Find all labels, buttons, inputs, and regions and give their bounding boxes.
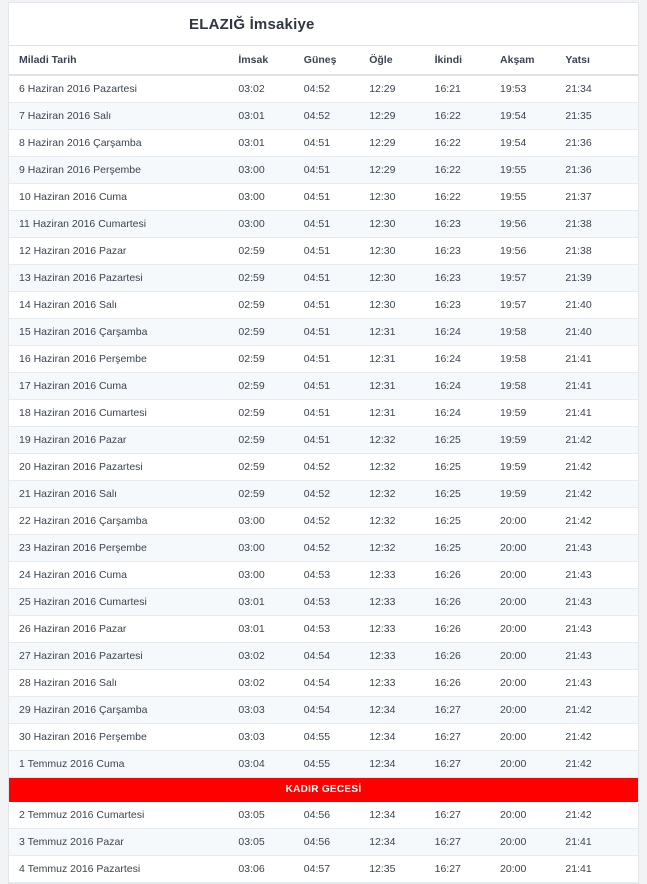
cell-time: 02:59: [228, 373, 293, 400]
cell-time: 16:27: [425, 829, 490, 856]
cell-time: 16:21: [425, 75, 490, 103]
cell-time: 21:39: [555, 265, 638, 292]
table-row: [9, 292, 638, 319]
cell-time: 16:24: [425, 373, 490, 400]
cell-date: 21 Haziran 2016 Salı: [9, 481, 228, 508]
cell-time: 12:31: [359, 400, 424, 427]
cell-time: 02:59: [228, 400, 293, 427]
cell-time: 16:26: [425, 670, 490, 697]
cell-time: 03:03: [228, 697, 293, 724]
table-row: [9, 103, 638, 130]
cell-time: 12:34: [359, 724, 424, 751]
cell-time: 02:59: [228, 265, 293, 292]
table-row: [9, 373, 638, 400]
column-header-date: Miladi Tarih: [9, 46, 228, 76]
cell-time: 02:59: [228, 292, 293, 319]
cell-time: 12:34: [359, 751, 424, 778]
cell-time: 21:36: [555, 130, 638, 157]
cell-time: 19:57: [490, 265, 555, 292]
cell-time: 12:33: [359, 589, 424, 616]
cell-date: 4 Temmuz 2016 Pazartesi: [9, 856, 228, 883]
cell-time: 21:43: [555, 670, 638, 697]
cell-time: 12:33: [359, 670, 424, 697]
table-row: [9, 481, 638, 508]
cell-time: 04:52: [294, 535, 359, 562]
cell-date: 16 Haziran 2016 Perşembe: [9, 346, 228, 373]
cell-date: 15 Haziran 2016 Çarşamba: [9, 319, 228, 346]
column-header-gunes: Güneş: [294, 46, 359, 76]
cell-time: 20:00: [490, 535, 555, 562]
cell-time: 03:00: [228, 184, 293, 211]
cell-time: 19:59: [490, 481, 555, 508]
cell-time: 03:02: [228, 75, 293, 103]
cell-time: 04:51: [294, 373, 359, 400]
cell-time: 12:32: [359, 481, 424, 508]
cell-time: 04:56: [294, 802, 359, 829]
cell-time: 21:41: [555, 856, 638, 883]
cell-time: 12:30: [359, 211, 424, 238]
cell-time: 16:26: [425, 616, 490, 643]
cell-time: 21:42: [555, 802, 638, 829]
cell-time: 12:29: [359, 75, 424, 103]
cell-date: 11 Haziran 2016 Cumartesi: [9, 211, 228, 238]
cell-time: 19:58: [490, 346, 555, 373]
cell-time: 16:22: [425, 157, 490, 184]
cell-time: 04:55: [294, 751, 359, 778]
cell-time: 04:51: [294, 400, 359, 427]
cell-time: 16:27: [425, 802, 490, 829]
table-row: [9, 400, 638, 427]
cell-time: 21:41: [555, 346, 638, 373]
cell-time: 21:42: [555, 454, 638, 481]
cell-time: 21:41: [555, 829, 638, 856]
cell-time: 04:54: [294, 670, 359, 697]
cell-time: 16:26: [425, 589, 490, 616]
cell-time: 12:32: [359, 427, 424, 454]
table-row: [9, 265, 638, 292]
special-row-label: KADIR GECESİ: [9, 778, 638, 802]
cell-time: 16:27: [425, 697, 490, 724]
cell-time: 04:51: [294, 238, 359, 265]
cell-time: 16:25: [425, 454, 490, 481]
cell-time: 12:34: [359, 697, 424, 724]
cell-time: 12:33: [359, 643, 424, 670]
cell-date: 25 Haziran 2016 Cumartesi: [9, 589, 228, 616]
cell-time: 21:38: [555, 238, 638, 265]
cell-time: 12:33: [359, 616, 424, 643]
cell-date: 19 Haziran 2016 Pazar: [9, 427, 228, 454]
cell-time: 03:01: [228, 130, 293, 157]
cell-time: 20:00: [490, 508, 555, 535]
cell-time: 21:43: [555, 643, 638, 670]
table-row: [9, 75, 638, 103]
column-header-yatsi: Yatsı: [555, 46, 638, 76]
cell-time: 16:23: [425, 238, 490, 265]
cell-date: 29 Haziran 2016 Çarşamba: [9, 697, 228, 724]
cell-time: 04:51: [294, 211, 359, 238]
cell-time: 19:59: [490, 400, 555, 427]
cell-time: 20:00: [490, 670, 555, 697]
cell-time: 19:56: [490, 238, 555, 265]
cell-time: 04:55: [294, 724, 359, 751]
cell-time: 16:23: [425, 265, 490, 292]
cell-time: 16:25: [425, 535, 490, 562]
cell-time: 02:59: [228, 481, 293, 508]
cell-time: 03:01: [228, 589, 293, 616]
cell-time: 02:59: [228, 238, 293, 265]
table-row: [9, 751, 638, 778]
cell-time: 12:31: [359, 346, 424, 373]
cell-date: 3 Temmuz 2016 Pazar: [9, 829, 228, 856]
cell-time: 16:24: [425, 400, 490, 427]
cell-time: 12:34: [359, 802, 424, 829]
cell-time: 04:52: [294, 508, 359, 535]
cell-time: 03:00: [228, 508, 293, 535]
table-row: [9, 130, 638, 157]
cell-time: 16:26: [425, 643, 490, 670]
cell-time: 12:35: [359, 856, 424, 883]
cell-time: 16:22: [425, 130, 490, 157]
cell-time: 20:00: [490, 724, 555, 751]
cell-time: 21:41: [555, 373, 638, 400]
table-row: [9, 589, 638, 616]
cell-time: 03:05: [228, 829, 293, 856]
imsakiye-table: [9, 45, 638, 883]
cell-time: 16:26: [425, 562, 490, 589]
cell-date: 14 Haziran 2016 Salı: [9, 292, 228, 319]
table-row: [9, 802, 638, 829]
cell-time: 21:38: [555, 211, 638, 238]
cell-time: 03:05: [228, 802, 293, 829]
cell-time: 19:57: [490, 292, 555, 319]
cell-time: 19:58: [490, 373, 555, 400]
cell-date: 28 Haziran 2016 Salı: [9, 670, 228, 697]
cell-time: 20:00: [490, 802, 555, 829]
cell-time: 12:29: [359, 157, 424, 184]
table-row: [9, 697, 638, 724]
cell-time: 21:43: [555, 562, 638, 589]
table-row: [9, 535, 638, 562]
column-header-aksam: Akşam: [490, 46, 555, 76]
cell-time: 04:51: [294, 157, 359, 184]
cell-date: 12 Haziran 2016 Pazar: [9, 238, 228, 265]
cell-time: 20:00: [490, 856, 555, 883]
cell-time: 04:54: [294, 643, 359, 670]
cell-time: 12:29: [359, 103, 424, 130]
cell-time: 19:54: [490, 130, 555, 157]
cell-time: 16:25: [425, 508, 490, 535]
table-row: [9, 724, 638, 751]
cell-time: 03:03: [228, 724, 293, 751]
cell-time: 04:51: [294, 130, 359, 157]
cell-time: 12:31: [359, 319, 424, 346]
cell-time: 12:33: [359, 562, 424, 589]
cell-date: 10 Haziran 2016 Cuma: [9, 184, 228, 211]
cell-time: 12:34: [359, 829, 424, 856]
cell-time: 04:52: [294, 481, 359, 508]
cell-time: 03:02: [228, 670, 293, 697]
table-row: [9, 346, 638, 373]
card-header: [9, 3, 638, 45]
cell-time: 03:00: [228, 157, 293, 184]
table-row: [9, 643, 638, 670]
cell-date: 6 Haziran 2016 Pazartesi: [9, 75, 228, 103]
column-header-ogle: Öğle: [359, 46, 424, 76]
cell-time: 12:30: [359, 265, 424, 292]
cell-date: 13 Haziran 2016 Pazartesi: [9, 265, 228, 292]
cell-time: 21:42: [555, 508, 638, 535]
cell-time: 21:35: [555, 103, 638, 130]
cell-time: 19:53: [490, 75, 555, 103]
cell-time: 19:55: [490, 157, 555, 184]
page-title: ELAZIĞ İmsakiye: [189, 15, 315, 33]
cell-time: 04:51: [294, 184, 359, 211]
table-row: [9, 157, 638, 184]
cell-date: 23 Haziran 2016 Perşembe: [9, 535, 228, 562]
table-row: [9, 670, 638, 697]
cell-time: 16:24: [425, 346, 490, 373]
cell-time: 04:51: [294, 346, 359, 373]
cell-time: 12:32: [359, 535, 424, 562]
cell-time: 20:00: [490, 643, 555, 670]
table-row: [9, 829, 638, 856]
cell-time: 21:42: [555, 481, 638, 508]
cell-time: 16:23: [425, 211, 490, 238]
cell-date: 24 Haziran 2016 Cuma: [9, 562, 228, 589]
table-row: [9, 508, 638, 535]
cell-time: 16:27: [425, 856, 490, 883]
table-header: [9, 46, 638, 76]
table-row: [9, 856, 638, 883]
cell-time: 04:51: [294, 265, 359, 292]
cell-date: 17 Haziran 2016 Cuma: [9, 373, 228, 400]
cell-time: 04:53: [294, 616, 359, 643]
cell-time: 12:30: [359, 238, 424, 265]
cell-time: 21:41: [555, 400, 638, 427]
cell-time: 03:00: [228, 211, 293, 238]
cell-time: 04:52: [294, 454, 359, 481]
cell-date: 18 Haziran 2016 Cumartesi: [9, 400, 228, 427]
table-row: [9, 184, 638, 211]
table-row: [9, 211, 638, 238]
cell-time: 21:43: [555, 589, 638, 616]
cell-time: 20:00: [490, 697, 555, 724]
column-header-ikindi: İkindi: [425, 46, 490, 76]
table-header-row: [9, 46, 638, 76]
cell-time: 12:30: [359, 184, 424, 211]
cell-time: 04:53: [294, 562, 359, 589]
cell-time: 19:58: [490, 319, 555, 346]
cell-time: 20:00: [490, 829, 555, 856]
table-row: [9, 616, 638, 643]
cell-time: 03:01: [228, 103, 293, 130]
cell-time: 19:59: [490, 454, 555, 481]
cell-time: 04:51: [294, 292, 359, 319]
table-row: [9, 454, 638, 481]
cell-time: 20:00: [490, 589, 555, 616]
cell-time: 21:36: [555, 157, 638, 184]
cell-date: 1 Temmuz 2016 Cuma: [9, 751, 228, 778]
table-row: [9, 238, 638, 265]
cell-time: 04:54: [294, 697, 359, 724]
cell-time: 12:32: [359, 454, 424, 481]
cell-date: 8 Haziran 2016 Çarşamba: [9, 130, 228, 157]
cell-time: 20:00: [490, 562, 555, 589]
cell-time: 03:06: [228, 856, 293, 883]
cell-time: 03:00: [228, 535, 293, 562]
cell-time: 21:43: [555, 535, 638, 562]
cell-time: 04:51: [294, 427, 359, 454]
cell-date: 26 Haziran 2016 Pazar: [9, 616, 228, 643]
cell-time: 04:53: [294, 589, 359, 616]
cell-time: 12:30: [359, 292, 424, 319]
cell-time: 03:00: [228, 562, 293, 589]
cell-time: 21:42: [555, 697, 638, 724]
cell-time: 04:57: [294, 856, 359, 883]
cell-time: 21:42: [555, 427, 638, 454]
table-body: [9, 75, 638, 883]
cell-time: 02:59: [228, 427, 293, 454]
cell-time: 21:42: [555, 724, 638, 751]
cell-time: 19:59: [490, 427, 555, 454]
cell-time: 03:04: [228, 751, 293, 778]
cell-time: 20:00: [490, 616, 555, 643]
cell-date: 20 Haziran 2016 Pazartesi: [9, 454, 228, 481]
cell-date: 27 Haziran 2016 Pazartesi: [9, 643, 228, 670]
cell-time: 19:56: [490, 211, 555, 238]
cell-time: 16:23: [425, 292, 490, 319]
column-header-imsak: İmsak: [228, 46, 293, 76]
cell-time: 02:59: [228, 454, 293, 481]
cell-time: 21:42: [555, 751, 638, 778]
cell-time: 12:31: [359, 373, 424, 400]
cell-date: 9 Haziran 2016 Perşembe: [9, 157, 228, 184]
cell-time: 04:56: [294, 829, 359, 856]
cell-date: 7 Haziran 2016 Salı: [9, 103, 228, 130]
cell-time: 03:01: [228, 616, 293, 643]
cell-time: 02:59: [228, 346, 293, 373]
table-row: [9, 319, 638, 346]
special-row: [9, 778, 638, 802]
cell-time: 21:40: [555, 319, 638, 346]
cell-time: 21:37: [555, 184, 638, 211]
cell-date: 2 Temmuz 2016 Cumartesi: [9, 802, 228, 829]
cell-time: 12:29: [359, 130, 424, 157]
cell-time: 21:34: [555, 75, 638, 103]
cell-time: 20:00: [490, 751, 555, 778]
imsakiye-card: [8, 2, 639, 884]
cell-time: 21:40: [555, 292, 638, 319]
cell-time: 16:22: [425, 184, 490, 211]
cell-time: 19:54: [490, 103, 555, 130]
table-row: [9, 427, 638, 454]
cell-time: 16:25: [425, 481, 490, 508]
table-row: [9, 562, 638, 589]
cell-time: 16:27: [425, 751, 490, 778]
cell-time: 04:51: [294, 319, 359, 346]
cell-time: 04:52: [294, 103, 359, 130]
cell-time: 04:52: [294, 75, 359, 103]
cell-time: 16:27: [425, 724, 490, 751]
cell-time: 12:32: [359, 508, 424, 535]
cell-date: 30 Haziran 2016 Perşembe: [9, 724, 228, 751]
cell-time: 16:25: [425, 427, 490, 454]
cell-time: 02:59: [228, 319, 293, 346]
cell-time: 16:22: [425, 103, 490, 130]
cell-time: 21:43: [555, 616, 638, 643]
cell-time: 16:24: [425, 319, 490, 346]
cell-time: 03:02: [228, 643, 293, 670]
cell-time: 19:55: [490, 184, 555, 211]
cell-date: 22 Haziran 2016 Çarşamba: [9, 508, 228, 535]
